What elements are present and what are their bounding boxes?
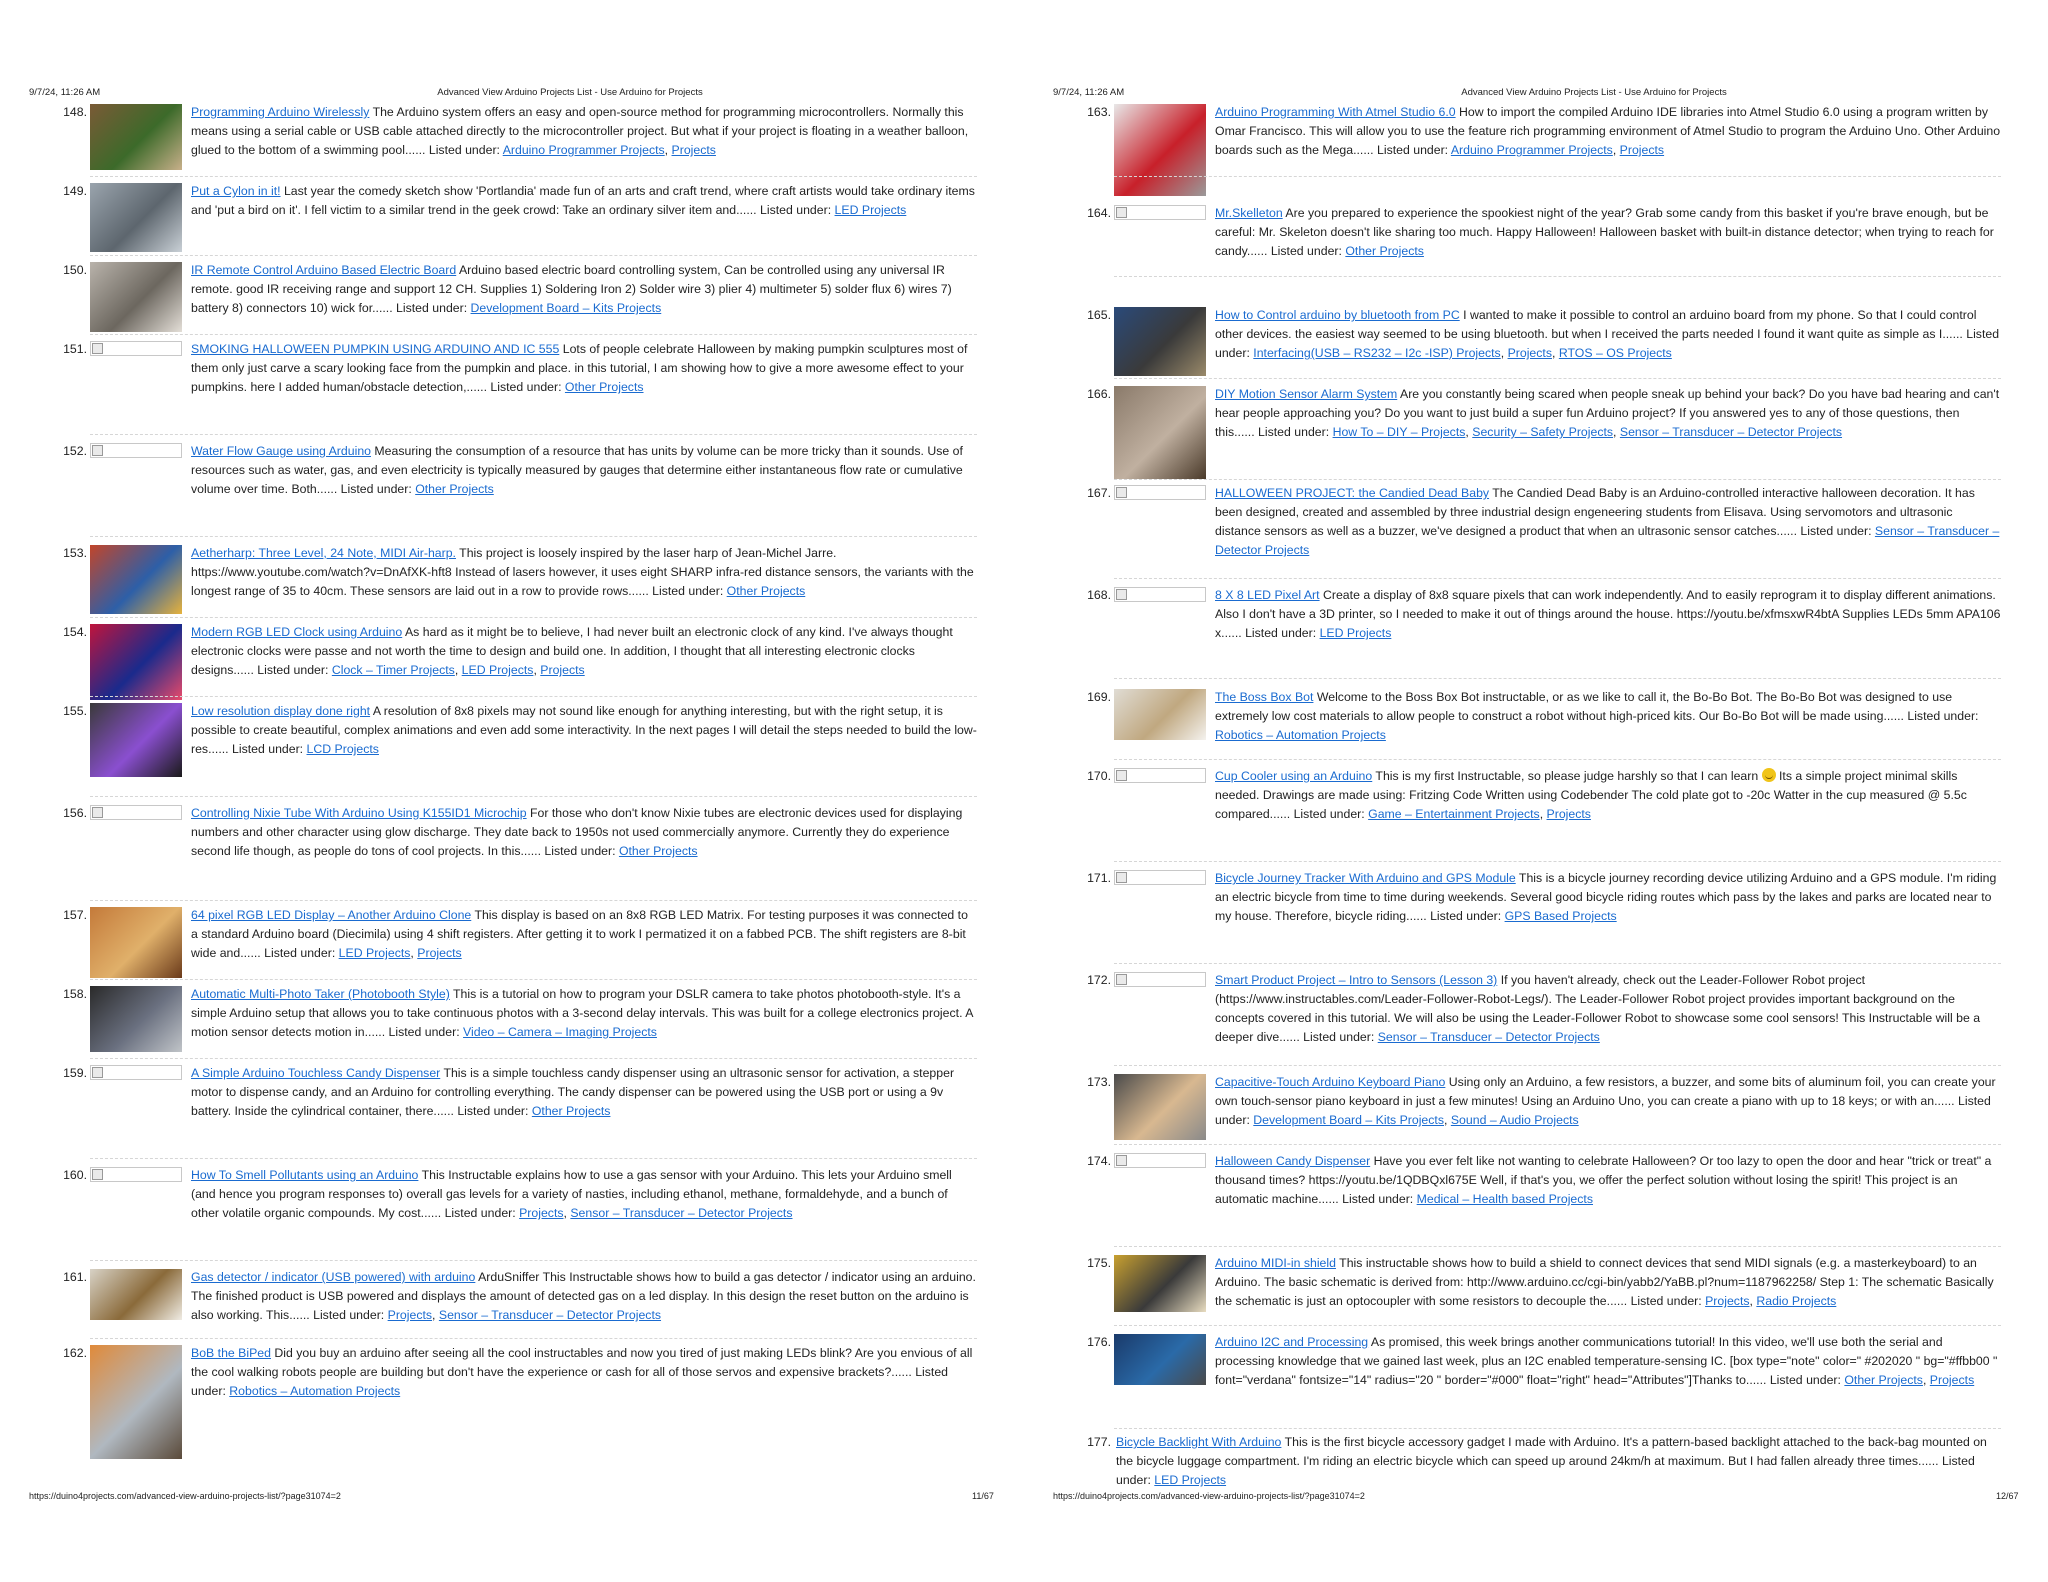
project-title-link[interactable]: Arduino Programming With Atmel Studio 6.0 bbox=[1215, 105, 1456, 119]
project-thumbnail[interactable] bbox=[1114, 1255, 1206, 1312]
project-description: This is my first Instructable, so please judge harshly so that I can learn bbox=[1372, 769, 1762, 783]
header-title: Advanced View Arduino Projects List - Use Arduino for Projects bbox=[437, 87, 703, 98]
project-description: This instructable shows how to build a shield to connect devices that send MIDI signals (e.g. a masterkeyboard) to an Arduino. The basic schematic is derived from: http://www.arduino.cc/cgi-bin/yabb2/YaBB.pl?num=1187962258/ Step 1: The schematic Basically the schematic is just an optocoupler with some resistors to decouple the...... Listed under: bbox=[1215, 1256, 1994, 1308]
entry-text: Modern RGB LED Clock using Arduino As hard as it might be to believe, I had never built an electronic clock of any kind. I've always thought electronic clocks were passe and not worth the time to design and build one. In addition, I thought that all interesting electronic clocks designs...... Listed under: Clock – Timer Projects, LED Projects, Projects bbox=[191, 625, 953, 677]
category-link[interactable]: RTOS – OS Projects bbox=[1558, 346, 1672, 360]
entry-divider bbox=[1114, 1065, 2001, 1066]
project-title-link[interactable]: Automatic Multi-Photo Taker (Photobooth Style) bbox=[191, 987, 450, 1001]
entry-number: 159. bbox=[63, 1066, 87, 1080]
entry-divider bbox=[1114, 1246, 2001, 1247]
category-link[interactable]: LED Projects bbox=[1154, 1473, 1227, 1487]
broken-image-icon bbox=[90, 1167, 182, 1182]
category-link[interactable]: Arduino Programmer Projects bbox=[502, 143, 665, 157]
entry-divider bbox=[90, 255, 977, 256]
entry-number: 161. bbox=[63, 1270, 87, 1284]
entry-text bbox=[1215, 688, 2001, 745]
entry-number: 170. bbox=[1087, 769, 1111, 783]
project-thumbnail[interactable] bbox=[90, 907, 182, 978]
project-description: This project is loosely inspired by the laser harp of Jean-Michel Jarre. https://www.youtube.com/watch?v=DnAfXK-hft8 Instead of lasers however, it uses eight SHARP infra-red distance sensors, the variants with the longest range of 35 to 40cm. These sensors are laid out in a row to provide rows...... Listed under: bbox=[191, 546, 974, 598]
project-description: Measuring the consumption of a resource that has units by volume can be more tricky than it sounds. Use of resources such as water, gas, and even electricity is typically measured by gauges that determine either instantaneous flow rate or cumulative volume over time. Both...... Listed under: bbox=[191, 444, 963, 496]
project-thumbnail[interactable] bbox=[1114, 689, 1206, 740]
project-thumbnail[interactable] bbox=[90, 703, 182, 777]
entry-divider bbox=[1114, 276, 2001, 277]
entry-text bbox=[1215, 971, 2001, 1047]
entry-number: 156. bbox=[63, 806, 87, 820]
category-link[interactable]: Projects bbox=[417, 946, 462, 960]
entry-number: 164. bbox=[1087, 206, 1111, 220]
project-description: Are you constantly being scared when people sneak up behind your back? Do you have bad hearing and can't hear people approaching you? Do you want to just build a super fun Arduino project? If you answered yes to any of those questions, then this...... Listed under: bbox=[1215, 387, 2000, 439]
entry-divider bbox=[1114, 678, 2001, 679]
entry-text bbox=[1215, 204, 2001, 261]
project-description: If you haven't already, check out the Leader-Follower Robot project (https://www.instructables.com/Leader-Follower-Robot-Legs/). The Leader-Follower Robot project provides important background on the concepts covered in this tutorial. We will also be using the Leader-Follower Robot to showcase some cool sensors! This Instructable will be a deeper dive...... Listed under: bbox=[1215, 973, 1981, 1044]
project-title-link[interactable]: 8 X 8 LED Pixel Art bbox=[1215, 588, 1320, 602]
entry-number: 172. bbox=[1087, 973, 1111, 987]
broken-image-icon bbox=[1114, 870, 1206, 885]
project-description: Using only an Arduino, a few resistors, a buzzer, and some bits of aluminum foil, you can create your own touch-sensor piano keyboard in just a few minutes! Using an Arduino Uno, you can create a piano with up to 18 keys; or with an...... Listed under: bbox=[1215, 1075, 1996, 1127]
entry-number: 150. bbox=[63, 263, 87, 277]
entry-divider bbox=[1114, 176, 2001, 177]
project-thumbnail[interactable] bbox=[90, 624, 182, 700]
project-description: Create a display of 8x8 square pixels that can work independently. And to easily reprogram it to display different animations. Also I don't have a 3D printer, so I needed to make it out of things around the house. https://youtu.be/xfmsxwR4btA Supplies LEDs 5mm APA106 x...... Listed under: bbox=[1215, 588, 2001, 640]
entry-divider bbox=[1114, 759, 2001, 760]
category-link[interactable]: Clock – Timer Projects bbox=[331, 663, 455, 677]
entry-text bbox=[191, 442, 977, 499]
category-link[interactable]: Sensor – Transducer – Detector Projects bbox=[1215, 524, 2000, 557]
project-title-link[interactable]: How To Smell Pollutants using an Arduino bbox=[191, 1168, 419, 1182]
broken-image-icon bbox=[1114, 485, 1206, 500]
project-title-link[interactable]: The Boss Box Bot bbox=[1215, 690, 1314, 704]
category-link[interactable]: Robotics – Automation Projects bbox=[1215, 728, 1386, 742]
category-link[interactable]: Video – Camera – Imaging Projects bbox=[463, 1025, 657, 1039]
category-link[interactable]: Radio Projects bbox=[1756, 1294, 1837, 1308]
entry-divider bbox=[90, 696, 977, 697]
entry-divider bbox=[90, 1058, 977, 1059]
entry-number: 149. bbox=[63, 184, 87, 198]
category-link[interactable]: Other Projects bbox=[415, 482, 494, 496]
category-link[interactable]: Security – Safety Projects bbox=[1472, 425, 1614, 439]
category-link[interactable]: Development Board – Kits Projects bbox=[470, 301, 662, 315]
project-description: I wanted to make it possible to control an arduino board from my phone. So that I could control other devices. the easiest way seemed to be using bluetooth. but when I received the parts needed I found it want quite as simple as I...... Listed under: bbox=[1215, 308, 2000, 360]
footer-url: https://duino4projects.com/advanced-view-arduino-projects-list/?page31074=2 bbox=[29, 1491, 341, 1501]
project-thumbnail[interactable] bbox=[1114, 386, 1206, 479]
entry-divider bbox=[90, 1338, 977, 1339]
entry-number: 167. bbox=[1087, 486, 1111, 500]
entry-divider bbox=[90, 536, 977, 537]
category-link[interactable]: Sensor – Transducer – Detector Projects bbox=[1377, 1030, 1600, 1044]
project-title-link[interactable]: How to Control arduino by bluetooth from PC bbox=[1215, 308, 1460, 322]
project-thumbnail[interactable] bbox=[90, 1345, 182, 1459]
category-link[interactable]: Projects bbox=[671, 143, 716, 157]
category-link[interactable]: Game – Entertainment Projects bbox=[1368, 807, 1540, 821]
category-link[interactable]: Projects bbox=[519, 1206, 564, 1220]
category-link[interactable]: Other Projects bbox=[564, 380, 644, 394]
project-thumbnail[interactable] bbox=[90, 545, 182, 614]
project-title-link[interactable]: IR Remote Control Arduino Based Electric Board bbox=[191, 263, 457, 277]
project-thumbnail[interactable] bbox=[1114, 1074, 1206, 1140]
entry-number: 173. bbox=[1087, 1075, 1111, 1089]
project-title-link[interactable]: Low resolution display done right bbox=[191, 704, 371, 718]
entry-text: How to Control arduino by bluetooth from PC I wanted to make it possible to control an arduino board from my phone. So that I could control other devices. the easiest way seemed to be using bluetooth. but when I received the parts needed I found it want quite as simple as I...... Listed under: Interfacing(USB – RS232 – I2c -ISP) Projects, Projects, RTOS – OS Projects bbox=[1215, 308, 2000, 360]
header-date: 9/7/24, 11:26 AM bbox=[1053, 87, 1125, 98]
entry-number: 157. bbox=[63, 908, 87, 922]
project-description: Are you prepared to experience the spookiest night of the year? Grab some candy from this basket if you're brave enough, but be careful: Mr. Skeleton doesn't like sharing too much. Happy Halloween! Halloween basket with built-in distance detector; when trying to reach for candy...... Listed under: bbox=[1215, 206, 1994, 258]
project-title-link[interactable]: Halloween Candy Dispenser bbox=[1215, 1154, 1371, 1168]
entry-number: 175. bbox=[1087, 1256, 1111, 1270]
footer-url: https://duino4projects.com/advanced-view-arduino-projects-list/?page31074=2 bbox=[1053, 1491, 1365, 1501]
project-description: This is a tutorial on how to program your DSLR camera to take photos photobooth-style. It's a simple Arduino setup that allows you to take continuous photos with a 3-second delay intervals. This was built for a college electronics project. A motion sensor detects motion in...... Listed under: bbox=[191, 987, 973, 1039]
project-thumbnail[interactable] bbox=[90, 183, 182, 252]
entry-text bbox=[191, 804, 977, 861]
entry-text: Arduino Programming With Atmel Studio 6.0 How to import the compiled Arduino IDE libraries into Atmel Studio 6.0 using a program written by Omar Francisco. This will allow you to use the feature rich programming environment of Atmel Studio to program the Arduino Uno. Other Arduino boards such as the Mega...... Listed under: Arduino Programmer Projects, Projects bbox=[1215, 105, 2001, 157]
project-title-link[interactable]: Smart Product Project – Intro to Sensors (Lesson 3) bbox=[1215, 973, 1498, 987]
category-link[interactable]: Sensor – Transducer – Detector Projects bbox=[438, 1308, 662, 1322]
category-link[interactable]: GPS Based Projects bbox=[1504, 909, 1617, 923]
project-title-link[interactable]: BoB the BiPed bbox=[191, 1346, 271, 1360]
page-right bbox=[1024, 0, 2048, 1582]
entry-number: 171. bbox=[1087, 871, 1111, 885]
broken-image-icon bbox=[1114, 587, 1206, 602]
project-title-link[interactable]: Programming Arduino Wirelessly bbox=[191, 105, 370, 119]
project-description: Its a simple project minimal skills needed. Drawings are made using: Fritzing Code Written using Codebender The cold plate got to -20c Watter in the cup measured @ 5.5c compared...... Listed under: bbox=[1215, 769, 1967, 821]
broken-image-icon bbox=[1114, 205, 1206, 220]
project-description: As hard as it might be to believe, I had never built an electronic clock of any kind. I've always thought electronic clocks were passe and not worth the time to design and build one. In addition, I thought that all interesting electronic clocks designs...... Listed under: bbox=[191, 625, 953, 677]
project-title-link[interactable]: Arduino MIDI-in shield bbox=[1215, 1256, 1336, 1270]
broken-image-icon bbox=[90, 1065, 182, 1080]
entry-number: 162. bbox=[63, 1346, 87, 1360]
entry-text bbox=[191, 544, 977, 601]
broken-image-icon bbox=[90, 805, 182, 820]
entry-divider bbox=[90, 434, 977, 435]
footer-page-number: 11/67 bbox=[972, 1491, 994, 1501]
project-thumbnail[interactable] bbox=[90, 104, 182, 170]
project-title-link[interactable]: Bicycle Backlight With Arduino bbox=[1116, 1435, 1282, 1449]
entry-divider bbox=[1114, 479, 2001, 480]
entry-divider bbox=[90, 617, 977, 618]
entry-divider bbox=[90, 1260, 977, 1261]
category-link[interactable]: Sensor – Transducer – Detector Projects bbox=[1619, 425, 1843, 439]
header-date: 9/7/24, 11:26 AM bbox=[29, 87, 101, 98]
entry-text bbox=[1116, 1433, 2001, 1490]
entry-number: 166. bbox=[1087, 387, 1111, 401]
project-description: This display is based on an 8x8 RGB LED Matrix. For testing purposes it was connected to a standard Arduino board (Diecimila) using 4 shift registers. After getting it to work I permatized it on a fabbed PCB. The shift registers are 8-bit wide and...... Listed under: bbox=[191, 908, 968, 960]
project-title-link[interactable]: Mr.Skelleton bbox=[1215, 206, 1283, 220]
broken-image-icon bbox=[1114, 768, 1206, 783]
category-link[interactable]: Other Projects bbox=[618, 844, 698, 858]
category-link[interactable]: Projects bbox=[1705, 1294, 1750, 1308]
broken-image-icon bbox=[1114, 972, 1206, 987]
entry-text bbox=[191, 985, 977, 1042]
category-link[interactable]: Robotics – Automation Projects bbox=[229, 1384, 401, 1398]
project-title-link[interactable]: Bicycle Journey Tracker With Arduino and GPS Module bbox=[1215, 871, 1516, 885]
category-link[interactable]: Projects bbox=[1546, 807, 1591, 821]
category-link[interactable]: Sensor – Transducer – Detector Projects bbox=[570, 1206, 793, 1220]
category-link[interactable]: LED Projects bbox=[1319, 626, 1392, 640]
category-link[interactable]: Other Projects bbox=[1844, 1373, 1923, 1387]
category-link[interactable]: LED Projects bbox=[338, 946, 411, 960]
category-link[interactable]: Projects bbox=[1619, 143, 1665, 157]
entry-text: Gas detector / indicator (USB powered) with arduino ArduSniffer This Instructable shows how to build a gas detector / indicator using an arduino. The finished product is USB powered and displays the amount of detected gas on a led display. In this design the reset button on the arduino is also working. This...... Listed under: Projects, Sensor – Transducer – Detector Projects bbox=[191, 1270, 976, 1322]
entry-number: 163. bbox=[1087, 105, 1111, 119]
entry-text bbox=[191, 1064, 977, 1121]
entry-text: Cup Cooler using an Arduino This is my first Instructable, so please judge harshly so that I can learn Its a simple project minimal skills needed. Drawings are made using: Fritzing Code Written using Codebender The cold plate got to -20c Watter in the cup measured @ 5.5c compared...... Listed under: Game – Entertainment Projects, Projects bbox=[1215, 769, 1967, 821]
project-description: ArduSniffer This Instructable shows how to build a gas detector / indicator using an arduino. The finished product is USB powered and displays the amount of detected gas on a led display. In this design the reset button on the arduino is also working. This...... Listed under: bbox=[191, 1270, 976, 1322]
category-link[interactable]: Development Board – Kits Projects bbox=[1253, 1113, 1444, 1127]
project-description: For those who don't know Nixie tubes are electronic devices used for displaying numbers and other character using glow discharge. They date back to 1950s not used commercially anymore. Currently they do experience second life though, as people do tons of cool projects. In this...... Listed under: bbox=[191, 806, 963, 858]
category-link[interactable]: Projects bbox=[1507, 346, 1552, 360]
entry-divider bbox=[1114, 1144, 2001, 1145]
project-description: Welcome to the Boss Box Bot instructable, or as we like to call it, the Bo-Bo Bot. The Bo-Bo Bot was designed to use extremely low cost materials to allow people to construct a robot without high-priced kits. Our Bo-Bo Bot will be made using...... Listed under: bbox=[1215, 690, 1979, 723]
category-link[interactable]: Other Projects bbox=[1345, 244, 1424, 258]
entry-number: 153. bbox=[63, 546, 87, 560]
project-description: The Arduino system offers an easy and open-source method for programming microcontrollers. Normally this means using a serial cable or USB cable attached directly to the microcontroller project. But what if your project is floating in a weather balloon, glued to the bottom of a swimming pool...... Listed under: bbox=[191, 105, 969, 157]
category-link[interactable]: Other Projects bbox=[726, 584, 806, 598]
entry-text bbox=[191, 702, 977, 759]
broken-image-icon bbox=[1114, 1153, 1206, 1168]
entry-divider bbox=[1114, 1325, 2001, 1326]
entry-divider bbox=[90, 1158, 977, 1159]
broken-image-icon bbox=[90, 443, 182, 458]
entry-divider bbox=[1114, 578, 2001, 579]
category-link[interactable]: Projects bbox=[1929, 1373, 1975, 1387]
project-description: This is the first bicycle accessory gadget I made with Arduino. It's a pattern-based backlight attached to the back-bag mounted on the bicycle luggage compartment. I'm riding an electric bicycle which can speed up around 24km/h at maximum. But I had fallen already three times...... Listed under: bbox=[1116, 1435, 1987, 1487]
entry-number: 160. bbox=[63, 1168, 87, 1182]
footer-page-number: 12/67 bbox=[1996, 1491, 2019, 1501]
project-title-link[interactable]: Water Flow Gauge using Arduino bbox=[191, 444, 371, 458]
project-description: Have you ever felt like not wanting to celebrate Halloween? Or too lazy to open the door and hear "trick or treat" a thousand times? https://youtu.be/1QDBQxl675E Well, if that's you, we offer the perfect solution without losing the spirit! This project is an automatic machine...... Listed under: bbox=[1215, 1154, 1992, 1206]
project-title-link[interactable]: Modern RGB LED Clock using Arduino bbox=[191, 625, 403, 639]
category-link[interactable]: LED Projects bbox=[834, 203, 907, 217]
entry-text bbox=[1215, 586, 2001, 643]
header-title: Advanced View Arduino Projects List - Use Arduino for Projects bbox=[1461, 87, 1727, 98]
entry-text: How To Smell Pollutants using an Arduino This Instructable explains how to use a gas sensor with your Arduino. This lets your Arduino smell (and hence you program responses to) overall gas levels for a variety of nasties, including ethanol, methane, formaldehyde, and a bunch of other volatile organic compounds. My cost...... Listed under: Projects, Sensor – Transducer – Detector Projects bbox=[191, 1168, 952, 1220]
project-thumbnail[interactable] bbox=[90, 1269, 182, 1320]
project-title-link[interactable]: 64 pixel RGB LED Display – Another Arduino Clone bbox=[191, 908, 472, 922]
project-thumbnail[interactable] bbox=[1114, 104, 1206, 196]
entry-text: Programming Arduino Wirelessly The Arduino system offers an easy and open-source method for programming microcontrollers. Normally this means using a serial cable or USB cable attached directly to the microcontroller project. But what if your project is floating in a weather balloon, glued to the bottom of a swimming pool...... Listed under: Arduino Programmer Projects, Projects bbox=[191, 105, 969, 157]
category-link[interactable]: Arduino Programmer Projects bbox=[1450, 143, 1613, 157]
entry-number: 155. bbox=[63, 704, 87, 718]
entry-divider bbox=[90, 176, 977, 177]
entry-number: 177. bbox=[1087, 1435, 1111, 1449]
project-description: This is a simple touchless candy dispenser using an ultrasonic sensor for activation, a stepper motor to dispense candy, and an Arduino for controlling everything. The candy dispenser can be powered using the USB port or using a 9v battery. Inside the cylindrical container, there...... Listed under: bbox=[191, 1066, 955, 1118]
project-title-link[interactable]: HALLOWEEN PROJECT: the Candied Dead Baby bbox=[1215, 486, 1490, 500]
project-title-link[interactable]: A Simple Arduino Touchless Candy Dispenser bbox=[191, 1066, 441, 1080]
category-link[interactable]: Projects bbox=[540, 663, 585, 677]
entry-divider bbox=[90, 796, 977, 797]
entry-number: 174. bbox=[1087, 1154, 1111, 1168]
project-title-link[interactable]: Gas detector / indicator (USB powered) with arduino bbox=[191, 1270, 476, 1284]
entry-number: 158. bbox=[63, 987, 87, 1001]
entry-divider bbox=[1114, 861, 2001, 862]
entry-text bbox=[191, 340, 977, 397]
project-description: Did you buy an arduino after seeing all the cool instructables and now you tired of just making LEDs blink? Are you envious of all the cool walking robots people are building but don't have the experience or cash for all of those servos and expensive brackets?...... Listed under: bbox=[191, 1346, 973, 1398]
project-title-link[interactable]: Cup Cooler using an Arduino bbox=[1215, 769, 1373, 783]
project-description: This is a bicycle journey recording device utilizing Arduino and a GPS module. I'm riding an electric bicycle from time to time during weekends. Several good bicycle riding routes which pass by the lakes and parks are located near to my house. Therefore, bicycle riding...... Listed under: bbox=[1215, 871, 1997, 923]
project-description: Lots of people celebrate Halloween by making pumpkin sculptures most of them only just carve a scary looking face from the pumpkin and place. in this tutorial, I am showing how to give a more awesome effect to your pumpkins. here I added human/obstacle detection,...... Listed under: bbox=[191, 342, 968, 394]
entry-number: 148. bbox=[63, 105, 87, 119]
entry-number: 165. bbox=[1087, 308, 1111, 322]
entry-divider bbox=[90, 900, 977, 901]
entry-number: 152. bbox=[63, 444, 87, 458]
entry-text bbox=[1215, 484, 2001, 560]
entry-divider bbox=[1114, 1428, 2001, 1429]
entry-text: Arduino I2C and Processing As promised, this week brings another communications tutorial! In this video, we'll use both the serial and processing knowledge that we gained last week, plus an I2C enabled temperature-sensing IC. [box type="note" color=" #202020 " bg="#ffbb00 " font="verdana" fontsize="14" radius="20 " border="#000" float="right" head="Attributes"]Thanks to...... Listed under: Other Projects, Projects bbox=[1215, 1335, 1998, 1387]
project-description: Arduino based electric board controlling system, Can be controlled using any universal IR remote. good IR receiving range and support 12 CH. Supplies 1) Soldering Iron 2) Solder wire 3) plier 4) multimeter 5) solder flux 6) wires 7) battery 8) connectors 10) wick for...... Listed under: bbox=[191, 263, 952, 315]
entry-number: 169. bbox=[1087, 690, 1111, 704]
entry-text: DIY Motion Sensor Alarm System Are you constantly being scared when people sneak up behind your back? Do you have bad hearing and can't hear people approaching you? Do you want to just build a super fun Arduino project? If you answered yes to any of those questions, then this...... Listed under: How To – DIY – Projects, Security – Safety Projects, Sensor – Transducer – Detector Projects bbox=[1215, 387, 2000, 439]
project-title-link[interactable]: Aetherharp: Three Level, 24 Note, MIDI Air-harp. bbox=[191, 546, 456, 560]
category-link[interactable]: LED Projects bbox=[461, 663, 534, 677]
project-description: The Candied Dead Baby is an Arduino-controlled interactive halloween decoration. It has been designed, created and assembled by three industrial design engeneering students from Elisava. Using servomotors and ultrasonic distance sensors as well as a buzzer, we've designed a product that when an ultrasonic sensor catches...... Listed under: bbox=[1215, 486, 1975, 538]
category-link[interactable]: Interfacing(USB – RS232 – I2c -ISP) Projects bbox=[1253, 346, 1501, 360]
entry-divider bbox=[1114, 378, 2001, 379]
project-title-link[interactable]: Put a Cylon in it! bbox=[191, 184, 281, 198]
category-link[interactable]: How To – DIY – Projects bbox=[1332, 425, 1466, 439]
entry-text: 64 pixel RGB LED Display – Another Arduino Clone This display is based on an 8x8 RGB LED Matrix. For testing purposes it was connected to a standard Arduino board (Diecimila) using 4 shift registers. After getting it to work I permatized it on a fabbed PCB. The shift registers are 8-bit wide and...... Listed under: LED Projects, Projects bbox=[191, 908, 968, 960]
project-title-link[interactable]: Capacitive-Touch Arduino Keyboard Piano bbox=[1215, 1075, 1446, 1089]
project-description: A resolution of 8x8 pixels may not sound like enough for anything interesting, but with the right setup, it is possible to create beautiful, complex animations and even add some interactivity. In the next pages I will detail the steps needed to build the low-res...... Listed under: bbox=[191, 704, 977, 756]
entry-text: Capacitive-Touch Arduino Keyboard Piano Using only an Arduino, a few resistors, a buzzer, and some bits of aluminum foil, you can create your own touch-sensor piano keyboard in just a few minutes! Using an Arduino Uno, you can create a piano with up to 18 keys; or with an...... Listed under: Development Board – Kits Projects, Sound – Audio Projects bbox=[1215, 1075, 1996, 1127]
project-thumbnail[interactable] bbox=[90, 986, 182, 1052]
entry-number: 176. bbox=[1087, 1335, 1111, 1349]
broken-image-icon bbox=[90, 341, 182, 356]
project-description: As promised, this week brings another communications tutorial! In this video, we'll use both the serial and processing knowledge that we gained last week, plus an I2C enabled temperature-sensing IC. [box type="note" color=" #202020 " bg="#ffbb00 " font="verdana" fontsize="14" radius="20 " border="#000" float="right" head="Attributes"]Thanks to...... Listed under: bbox=[1215, 1335, 1998, 1387]
entry-number: 151. bbox=[63, 342, 87, 356]
category-link[interactable]: Medical – Health based Projects bbox=[1416, 1192, 1593, 1206]
entry-text bbox=[1215, 1152, 2001, 1209]
entry-number: 168. bbox=[1087, 588, 1111, 602]
entry-number: 154. bbox=[63, 625, 87, 639]
project-description: Last year the comedy sketch show 'Portlandia' made fun of an arts and craft trend, where craft artists would take ordinary items and 'put a bird on it'. I fell victim to a similar trend in the geek crowd: Take an ordinary silver item and...... Listed under: bbox=[191, 184, 975, 217]
entry-divider bbox=[90, 334, 977, 335]
project-title-link[interactable]: Controlling Nixie Tube With Arduino Using K155ID1 Microchip bbox=[191, 806, 527, 820]
entry-text bbox=[191, 261, 977, 318]
project-thumbnail[interactable] bbox=[1114, 1334, 1206, 1385]
smiley-emoji-icon bbox=[1762, 768, 1776, 782]
entry-divider bbox=[1114, 963, 2001, 964]
project-title-link[interactable]: SMOKING HALLOWEEN PUMPKIN USING ARDUINO AND IC 555 bbox=[191, 342, 560, 356]
project-title-link[interactable]: DIY Motion Sensor Alarm System bbox=[1215, 387, 1398, 401]
entry-text bbox=[191, 1344, 977, 1401]
project-title-link[interactable]: Arduino I2C and Processing bbox=[1215, 1335, 1369, 1349]
category-link[interactable]: Sound – Audio Projects bbox=[1450, 1113, 1579, 1127]
entry-text bbox=[191, 182, 977, 220]
entry-divider bbox=[90, 979, 977, 980]
project-thumbnail[interactable] bbox=[1114, 307, 1206, 376]
project-thumbnail[interactable] bbox=[90, 262, 182, 332]
category-link[interactable]: Projects bbox=[387, 1308, 433, 1322]
entry-text: Arduino MIDI-in shield This instructable shows how to build a shield to connect devices that send MIDI signals (e.g. a masterkeyboard) to an Arduino. The basic schematic is derived from: http://www.arduino.cc/cgi-bin/yabb2/YaBB.pl?num=1187962258/ Step 1: The schematic Basically the schematic is just an optocoupler with some resistors to decouple the...... Listed under: Projects, Radio Projects bbox=[1215, 1256, 1994, 1308]
category-link[interactable]: Other Projects bbox=[531, 1104, 611, 1118]
project-description: This Instructable explains how to use a gas sensor with your Arduino. This lets your Arduino smell (and hence you program responses to) overall gas levels for a variety of nasties, including ethanol, methane, formaldehyde, and a bunch of other volatile organic compounds. My cost...... Listed under: bbox=[191, 1168, 952, 1220]
entry-text bbox=[1215, 869, 2001, 926]
category-link[interactable]: LCD Projects bbox=[306, 742, 379, 756]
project-description: How to import the compiled Arduino IDE libraries into Atmel Studio 6.0 using a program written by Omar Francisco. This will allow you to use the feature rich programming environment of Atmel Studio to program the Arduino Uno. Other Arduino boards such as the Mega...... Listed under: bbox=[1215, 105, 2001, 157]
